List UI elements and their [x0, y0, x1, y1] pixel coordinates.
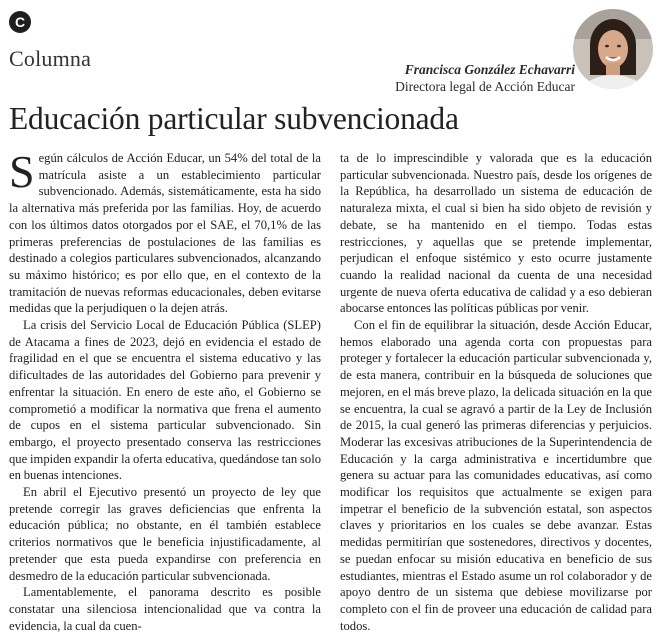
author-portrait-icon — [573, 9, 653, 89]
drop-cap: S — [9, 146, 35, 197]
author-name: Francisca González Echavarri — [404, 62, 575, 77]
article-column-left — [9, 146, 321, 634]
paragraph: Lamentablemente, el panorama descrito es posible constatar una silenciosa intencionalidad que va contra la evidencia, la cual da cuen- — [9, 585, 321, 633]
section-badge: C — [9, 11, 31, 33]
paragraph: ta de lo imprescindible y valorada que es la educación particular subvencionada. Nuestro país, desde los orígenes de la República, ha desarrollado un sistema de educación de naturaleza mixta, el cual si bien ha sido objeto de revisión y debate, se ha mantenido en el tiempo. Todas estas restricciones, y aquellas que se pretende implementar, perjudican el enfoque sistémico y esto ocurre justamente cuando la realidad nacional da cuenta de una necesidad urgente de nueva oferta educativa de calidad y a eso debieran abocarse entonces las políticas públicas por venir. — [340, 151, 652, 316]
headline: Educación particular subvencionada — [9, 101, 459, 136]
paragraph: Con el fin de equilibrar la situación, desde Acción Educar, hemos elaborado una agenda corta con propuestas para proteger y fortalecer la educación particular subvencionada y, de esta manera, contribuir en la búsqueda de soluciones que mejoren, en el más breve plazo, la delicada situación en la que se encuentra, la cual se agravó a partir de la Ley de Inclusión de 2015, la cual generó las primeras diferencias y perjuicios. Moderar las excesivas atribuciones de la Superintendencia de Educación y la carga administrativa e incertidumbre que genera su actuar para las comunidades educativas, así como modificar los requisitos que actualmente se exigen para impetrar el beneficio de la subvención estatal, son aspectos claves y prioritarios en los cuales se debe avanzar. Estas medidas permitirían que sostenedores, directivos y docentes, se puedan enfocar su misión educativa en beneficio de sus estudiantes, mientras el Estado asume un rol colaborador y de apoyo dentro de un sistema que debiese movilizarse por completo con el fin de proveer una educación de calidad para todos. — [340, 318, 652, 633]
byline — [395, 61, 575, 95]
article-column-right — [340, 150, 652, 634]
author-photo — [573, 9, 653, 89]
author-role: Directora legal de Acción Educar — [395, 79, 575, 94]
section-label: Columna — [9, 46, 92, 71]
paragraph: Según cálculos de Acción Educar, un 54% del total de la matrícula asiste a un establecimiento particular subvencionado. Además, sistemáticamente, esta ha sido la alternativa más preferida por las familias. Hoy, de acuerdo con los últimos datos otorgados por el SAE, el 70,1% de las primeras preferencias de postulaciones de las familias es destinado a colegios particulares subvencionados, alcanzando su máximo histórico; es por ello que, en el contexto de la tramitación de nuevas reformas educacionales, deben evitarse medidas que la perjudiquen o la dejen atrás. — [9, 146, 321, 316]
paragraph: En abril el Ejecutivo presentó un proyecto de ley que pretende corregir las graves deficiencias que enfrenta la educación pública; no obstante, en él también establece criterios normativos que le beneficia injustificadamente, al pretender que esta pueda expandirse con preferencia en desmedro de la educación particular subvencionada. — [9, 485, 321, 583]
paragraph: La crisis del Servicio Local de Educación Pública (SLEP) de Atacama a fines de 2023, dejó en evidencia el estado de fragilidad en el que se encuentra el sistema educativo y las dificultades de las autoridades del Gobierno para prevenir y enfrentar la situación. En enero de este año, el Gobierno se comprometió a modificar la normativa que frena el aumento de cupos en el sistema particular subvencionado. Sin embargo, el proyecto presentado conserva las restricciones que impiden expandir la oferta educativa, quedándose tan solo en buenas intenciones. — [9, 318, 321, 483]
